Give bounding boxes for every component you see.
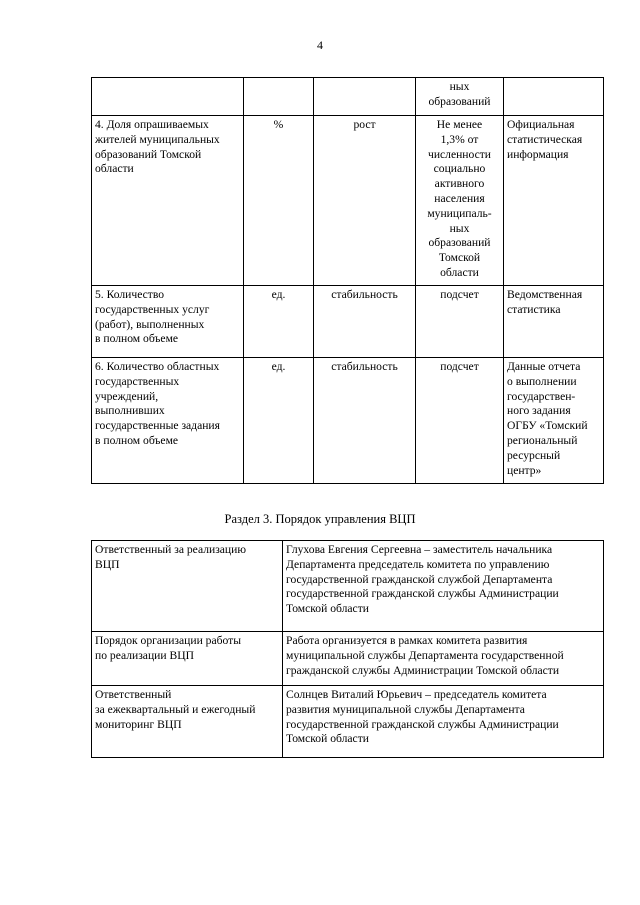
management-label-cell (92, 632, 283, 686)
cell-text-line: 6. Количество областных (95, 360, 220, 373)
cell-text-line: подсчет (440, 360, 479, 373)
cell-text-line: Ведомственная (507, 288, 583, 301)
indicator-name-cell (92, 116, 244, 286)
data-source-cell (504, 116, 604, 286)
cell-text-line: Департамента председатель комитета по управлению (286, 557, 550, 571)
management-label-cell (92, 686, 283, 758)
cell-text-line: стабильность (331, 288, 398, 301)
cell-text-line: центр» (507, 463, 542, 477)
target-value-cell (416, 78, 504, 116)
cell-text-line: Работа организуется в рамках комитета развития (286, 634, 528, 647)
cell-text-line: 4. Доля опрашиваемых (95, 118, 209, 131)
cell-text-line: ных (449, 221, 470, 235)
data-source-cell (504, 78, 604, 116)
cell-text-line: численности (427, 147, 492, 161)
cell-text-line: социально (433, 162, 486, 176)
cell-text-line: статистическая (507, 132, 583, 146)
table-row (92, 541, 604, 632)
target-value-cell (416, 116, 504, 286)
cell-text-line: подсчет (440, 288, 479, 301)
cell-text-line: мониторинг ВЦП (95, 717, 182, 731)
cell-text-line: Ответственный за реализацию (95, 543, 247, 556)
table-row (92, 286, 604, 358)
cell-text-line: области (440, 265, 479, 279)
trend-cell (314, 116, 416, 286)
table-row (92, 78, 604, 116)
management-value-cell (283, 686, 604, 758)
management-value-cell (283, 632, 604, 686)
unit-cell (244, 286, 314, 358)
cell-text-line: государственной гражданской службы Администрации (286, 717, 559, 731)
cell-text-line: ед. (271, 288, 286, 301)
cell-text-line: Данные отчета (507, 360, 581, 373)
table-row (92, 116, 604, 286)
cell-text-line: ОГБУ «Томский (507, 419, 588, 433)
cell-text-line: статистика (507, 302, 561, 316)
cell-text-line: образований Томской (95, 147, 202, 161)
cell-text-line: Томской области (286, 732, 369, 746)
indicators-table (91, 77, 604, 484)
cell-text-line: образований (428, 94, 491, 108)
cell-text-line: в полном объеме (95, 332, 179, 346)
indicator-name-cell (92, 286, 244, 358)
cell-text-line: в полном объеме (95, 433, 179, 447)
cell-text-line: активного (434, 177, 485, 191)
page-number: 4 (317, 38, 323, 52)
target-value-cell (416, 358, 504, 484)
cell-text-line: (работ), выполненных (95, 317, 205, 331)
trend-cell (314, 78, 416, 116)
management-label-cell (92, 541, 283, 632)
cell-text-line: рост (353, 118, 376, 131)
cell-text-line: населения (434, 191, 485, 205)
cell-text-line: развития муниципальной службы Департамента (286, 702, 525, 716)
cell-text-line: Официальная (507, 118, 575, 131)
cell-text-line: за ежеквартальный и ежегодный (95, 702, 256, 716)
cell-text-line: государственных услуг (95, 302, 210, 316)
section-title: Раздел 3. Порядок управления ВЦП (224, 512, 416, 526)
cell-text-line: по реализации ВЦП (95, 648, 194, 662)
unit-cell (244, 78, 314, 116)
trend-cell (314, 286, 416, 358)
cell-text-line: Глухова Евгения Сергеевна – заместитель начальника (286, 543, 553, 556)
cell-text-line: государственной гражданской службы Администрации (286, 587, 559, 601)
cell-text-line: учреждений, (95, 389, 159, 403)
cell-text-line: 1,3% от (440, 132, 479, 146)
cell-text-line: стабильность (331, 360, 398, 373)
indicator-name-cell (92, 358, 244, 484)
cell-text-line: области (95, 162, 134, 176)
cell-text-line: выполнивших (95, 404, 165, 418)
cell-text-line: Порядок организации работы (95, 634, 242, 647)
table-row (92, 632, 604, 686)
cell-text-line: гражданской службы Администрации Томской области (286, 663, 560, 677)
cell-text-line: Томской области (286, 602, 369, 616)
cell-text-line: % (273, 118, 284, 131)
cell-text-line: государствен- (507, 389, 576, 403)
data-source-cell (504, 358, 604, 484)
cell-text-line: ресурсный (507, 448, 561, 462)
data-source-cell (504, 286, 604, 358)
unit-cell (244, 358, 314, 484)
unit-cell (244, 116, 314, 286)
management-value-cell (283, 541, 604, 632)
cell-text-line: ВЦП (95, 557, 120, 571)
target-value-cell (416, 286, 504, 358)
cell-text-line: ного задания (507, 404, 571, 418)
cell-text-line: 5. Количество (95, 288, 165, 301)
table-row (92, 686, 604, 758)
cell-text-line: ед. (271, 360, 286, 373)
cell-text-line: ных (449, 80, 470, 93)
cell-text-line: государственные задания (95, 419, 220, 433)
cell-text-line: государственной гражданской службой Департамента (286, 572, 553, 586)
cell-text-line: государственных (95, 374, 180, 388)
cell-text-line: Не менее (436, 118, 483, 131)
management-table (91, 540, 604, 758)
cell-text-line: жителей муниципальных (95, 132, 220, 146)
cell-text-line: информация (507, 147, 569, 161)
table-row (92, 358, 604, 484)
cell-text-line: региональный (507, 433, 578, 447)
trend-cell (314, 358, 416, 484)
cell-text-line: муниципаль- (427, 206, 492, 220)
cell-text-line: Томской (438, 251, 481, 265)
indicator-name-cell (92, 78, 244, 116)
cell-text-line: о выполнении (507, 374, 577, 388)
cell-text-line: образований (428, 236, 491, 250)
cell-text-line: муниципальной службы Департамента государственной (286, 648, 564, 662)
cell-text-line: Солнцев Виталий Юрьевич – председатель комитета (286, 688, 547, 701)
cell-text-line: Ответственный (95, 688, 172, 701)
